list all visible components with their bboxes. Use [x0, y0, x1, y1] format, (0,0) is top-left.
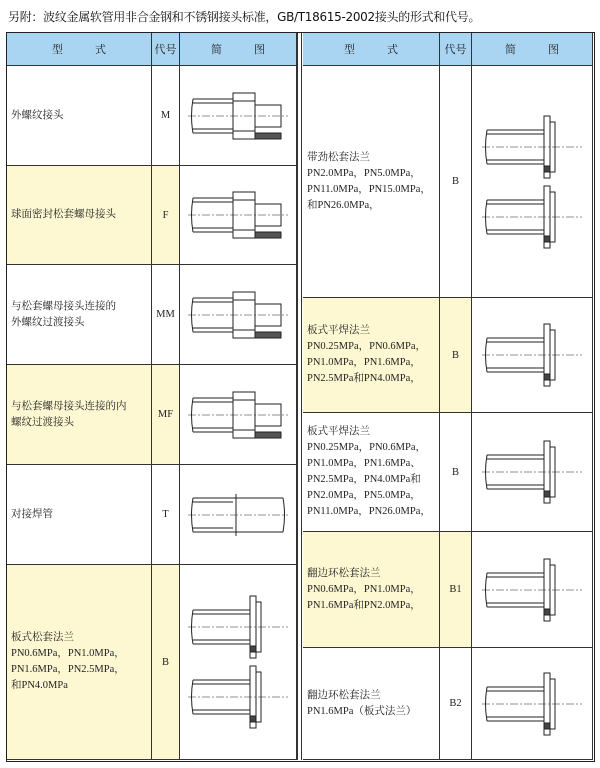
fitting-drawing-icon	[188, 380, 288, 450]
fitting-drawing-icon	[188, 592, 288, 662]
header-type	[7, 33, 152, 66]
diagram-cell	[180, 565, 297, 760]
code-cell: B1	[440, 532, 472, 648]
header-text: 式	[95, 43, 106, 56]
diagram-cell	[180, 365, 297, 465]
header-text: 简	[505, 43, 516, 56]
header-text: 图	[254, 43, 265, 56]
type-cell: 与松套螺母接头连接的 外螺纹过渡接头	[7, 265, 152, 365]
code-cell: F	[152, 166, 180, 265]
fitting-drawing-icon	[188, 662, 288, 732]
diagram-cell	[472, 66, 593, 298]
diagram-cell	[180, 265, 297, 365]
type-cell: 外螺纹接头	[7, 66, 152, 166]
code-cell: MF	[152, 365, 180, 465]
diagram-cell	[180, 465, 297, 565]
code-cell: B	[440, 413, 472, 532]
fitting-drawing-icon	[482, 182, 582, 252]
header-text: 简	[211, 43, 222, 56]
fitting-drawing-icon	[188, 180, 288, 250]
code-cell: B2	[440, 648, 472, 760]
fitting-drawing-icon	[482, 669, 582, 739]
diagram-cell	[472, 298, 593, 413]
header-text: 图	[548, 43, 559, 56]
header-type	[303, 33, 440, 66]
code-cell: B	[440, 66, 472, 298]
code-cell: T	[152, 465, 180, 565]
diagram-cell	[472, 648, 593, 760]
type-cell: 翻边环松套法兰 PN0.6MPa，PN1.0MPa， PN1.6MPa和PN2.0MPa，	[303, 532, 440, 648]
page-title: 另附：波纹金属软管用非合金钢和不锈钢接头标准，GB/T18615-2002接头的形式和代号。	[8, 10, 481, 24]
table-divider	[297, 33, 302, 760]
fitting-drawing-icon	[188, 480, 288, 550]
header-code: 代号	[440, 33, 472, 66]
diagram-cell	[180, 66, 297, 166]
header-text: 型	[344, 43, 355, 56]
fitting-drawing-icon	[188, 280, 288, 350]
header-text: 式	[387, 43, 398, 56]
fitting-drawing-icon	[482, 320, 582, 390]
header-diagram	[472, 33, 593, 66]
code-cell: MM	[152, 265, 180, 365]
diagram-cell	[472, 413, 593, 532]
code-cell: B	[440, 298, 472, 413]
type-cell: 带劲松套法兰 PN2.0MPa，PN5.0MPa， PN11.0MPa，PN15.0MPa， 和PN26.0MPa，	[303, 66, 440, 298]
diagram-cell	[472, 532, 593, 648]
fitting-drawing-icon	[482, 437, 582, 507]
type-cell: 球面密封松套螺母接头	[7, 166, 152, 265]
type-cell: 板式松套法兰 PN0.6MPa，PN1.0MPa， PN1.6MPa，PN2.5MPa， 和PN4.0MPa	[7, 565, 152, 760]
header-diagram	[180, 33, 297, 66]
type-cell: 翻边环松套法兰 PN1.6MPa（板式法兰）	[303, 648, 440, 760]
header-text: 型	[52, 43, 63, 56]
code-cell: M	[152, 66, 180, 166]
fitting-drawing-icon	[482, 112, 582, 182]
header-code: 代号	[152, 33, 180, 66]
code-cell: B	[152, 565, 180, 760]
type-cell: 对接焊管	[7, 465, 152, 565]
type-cell: 与松套螺母接头连接的内 螺纹过渡接头	[7, 365, 152, 465]
fitting-drawing-icon	[482, 555, 582, 625]
type-cell: 板式平焊法兰 PN0.25MPa，PN0.6MPa， PN1.0MPa，PN1.6MPa、 PN2.5MPa，PN4.0MPa和 PN2.0MPa，PN5.0MPa， PN11.0MPa，PN26.0MPa，	[303, 413, 440, 532]
diagram-cell	[180, 166, 297, 265]
type-cell: 板式平焊法兰 PN0.25MPa，PN0.6MPa， PN1.0MPa，PN1.6MPa， PN2.5MPa和PN4.0MPa，	[303, 298, 440, 413]
fitting-drawing-icon	[188, 81, 288, 151]
